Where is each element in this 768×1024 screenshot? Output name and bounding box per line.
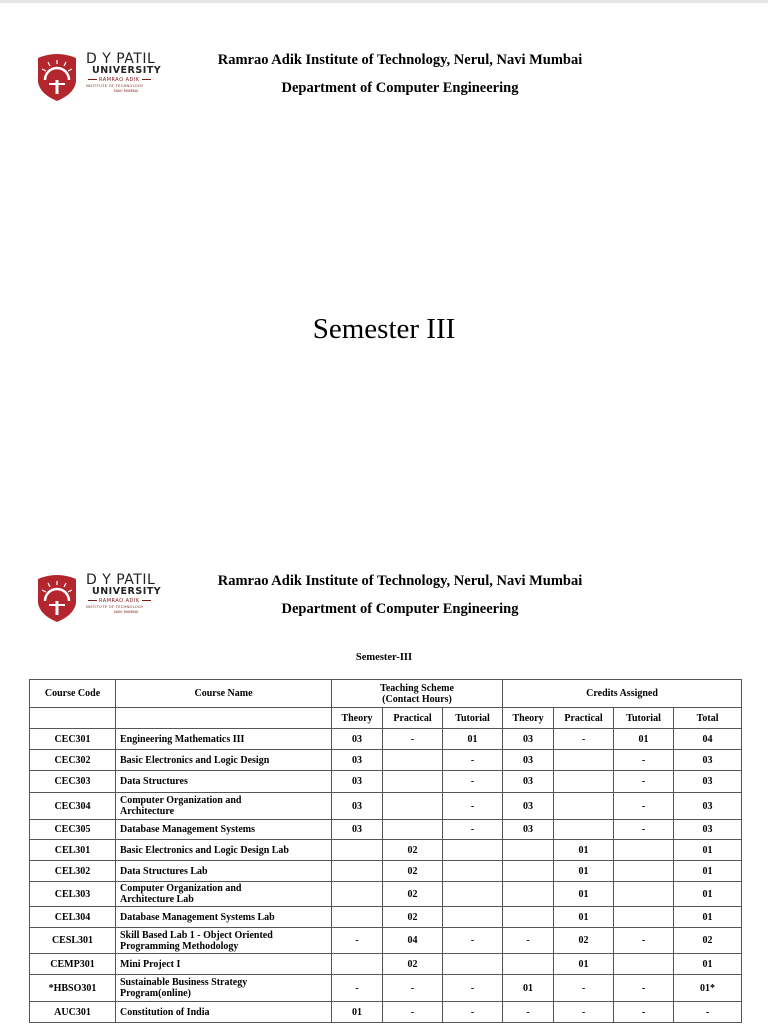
ca-practical-cell: [554, 793, 614, 820]
course-code-cell: CEC305: [30, 820, 116, 840]
ca-theory-cell: [503, 954, 554, 975]
total-cell: 03: [674, 771, 742, 793]
ca-tutorial-cell: [614, 907, 674, 928]
ts-tutorial-cell: [443, 840, 503, 861]
ts-theory-cell: [332, 954, 383, 975]
subheader-total: Total: [674, 708, 742, 729]
total-cell: 02: [674, 928, 742, 954]
subheader-ca-theory: Theory: [503, 708, 554, 729]
ts-practical-cell: 02: [383, 861, 443, 882]
ts-theory-cell: 03: [332, 729, 383, 750]
ts-theory-cell: -: [332, 928, 383, 954]
ts-theory-cell: 03: [332, 793, 383, 820]
subheader-ca-tutorial: Tutorial: [614, 708, 674, 729]
course-name-line: Skill Based Lab 1 - Object Oriented: [120, 929, 273, 941]
course-code-cell: CEL303: [30, 882, 116, 907]
ts-theory-cell: [332, 907, 383, 928]
ts-theory-cell: 03: [332, 771, 383, 793]
course-name-cell: [116, 771, 332, 793]
course-table: [29, 679, 742, 1023]
course-name-cell: [116, 975, 332, 1002]
course-name-line: Sustainable Business Strategy: [120, 977, 248, 988]
ca-theory-cell: 03: [503, 793, 554, 820]
course-name-cell: [116, 820, 332, 840]
course-name-line: Engineering Mathematics III: [120, 733, 245, 745]
table-row: [30, 771, 742, 793]
ca-practical-cell: -: [554, 729, 614, 750]
total-cell: 03: [674, 750, 742, 771]
subheader-ts-tutorial: Tutorial: [443, 708, 503, 729]
course-name-line: Basic Electronics and Logic Design Lab: [120, 844, 289, 856]
ca-practical-cell: 01: [554, 861, 614, 882]
ca-tutorial-cell: [614, 882, 674, 907]
logo-text-line4: INSTITUTE OF TECHNOLOGY: [86, 605, 144, 609]
ca-theory-cell: 03: [503, 771, 554, 793]
ca-tutorial-cell: [614, 840, 674, 861]
table-row: [30, 928, 742, 954]
header-teaching-scheme: Teaching Scheme (Contact Hours): [332, 680, 503, 708]
ca-tutorial-cell: -: [614, 975, 674, 1002]
course-code-cell: CEC304: [30, 793, 116, 820]
course-code-cell: CEC302: [30, 750, 116, 771]
logo-text-line2: UNIVERSITY: [92, 586, 162, 597]
ts-tutorial-cell: -: [443, 1002, 503, 1023]
subheader-ts-practical: Practical: [383, 708, 443, 729]
course-name-line: Basic Electronics and Logic Design: [120, 754, 270, 766]
course-name-line: Mini Project I: [120, 958, 181, 970]
ts-practical-cell: 02: [383, 882, 443, 907]
ts-tutorial-cell: [443, 882, 503, 907]
logo-text-line3: RAMRAO ADIK: [86, 598, 153, 604]
ts-practical-cell: -: [383, 1002, 443, 1023]
ts-practical-cell: [383, 793, 443, 820]
ca-theory-cell: [503, 840, 554, 861]
course-code-cell: *HBSO301: [30, 975, 116, 1002]
course-name-line: Architecture Lab: [120, 894, 194, 905]
ca-tutorial-cell: -: [614, 750, 674, 771]
logo-text-line5: NAVI MUMBAI: [114, 610, 139, 614]
total-cell: 03: [674, 820, 742, 840]
ts-practical-cell: 04: [383, 928, 443, 954]
ca-practical-cell: -: [554, 975, 614, 1002]
total-cell: -: [674, 1002, 742, 1023]
course-name-cell: [116, 928, 332, 954]
course-name-line: Constitution of India: [120, 1006, 210, 1018]
ts-practical-cell: [383, 771, 443, 793]
course-name-cell: [116, 861, 332, 882]
course-code-cell: AUC301: [30, 1002, 116, 1023]
total-cell: 04: [674, 729, 742, 750]
ca-practical-cell: [554, 771, 614, 793]
logo-text-line2: UNIVERSITY: [92, 65, 162, 76]
ts-practical-cell: -: [383, 729, 443, 750]
table-row: [30, 954, 742, 975]
total-cell: 01: [674, 861, 742, 882]
total-cell: 01*: [674, 975, 742, 1002]
ts-tutorial-cell: -: [443, 750, 503, 771]
institute-name: Ramrao Adik Institute of Technology, Nerul, Navi Mumbai: [217, 52, 583, 68]
ts-tutorial-cell: -: [443, 820, 503, 840]
course-name-line: Computer Organization and: [120, 883, 242, 894]
ts-theory-cell: 03: [332, 820, 383, 840]
course-code-cell: CEL301: [30, 840, 116, 861]
table-row: [30, 1002, 742, 1023]
ts-tutorial-cell: -: [443, 975, 503, 1002]
ca-tutorial-cell: -: [614, 771, 674, 793]
ts-theory-cell: [332, 882, 383, 907]
table-row: [30, 975, 742, 1002]
ca-tutorial-cell: 01: [614, 729, 674, 750]
ca-theory-cell: [503, 861, 554, 882]
ts-theory-cell: -: [332, 975, 383, 1002]
total-cell: 03: [674, 793, 742, 820]
ca-practical-cell: 02: [554, 928, 614, 954]
course-name-line: Architecture: [120, 806, 175, 817]
logo-text-line3: RAMRAO ADIK: [86, 77, 153, 83]
table-row: [30, 729, 742, 750]
course-name-line: Database Management Systems Lab: [120, 911, 275, 923]
course-code-cell: CEL302: [30, 861, 116, 882]
header-course-code: Course Code: [30, 680, 116, 708]
course-name-cell: [116, 840, 332, 861]
ts-theory-cell: 03: [332, 750, 383, 771]
course-code-cell: CEMP301: [30, 954, 116, 975]
logo-text-line1: D Y PATIL: [86, 51, 156, 67]
course-name-cell: [116, 793, 332, 820]
ca-practical-cell: 01: [554, 907, 614, 928]
ca-practical-cell: [554, 750, 614, 771]
ts-practical-cell: -: [383, 975, 443, 1002]
ca-theory-cell: [503, 907, 554, 928]
course-name-line: Data Structures Lab: [120, 865, 208, 877]
course-name-cell: [116, 882, 332, 907]
course-name-cell: [116, 1002, 332, 1023]
table-row: [30, 820, 742, 840]
total-cell: 01: [674, 882, 742, 907]
course-code-cell: CEC303: [30, 771, 116, 793]
ts-tutorial-cell: 01: [443, 729, 503, 750]
logo-text-line4: INSTITUTE OF TECHNOLOGY: [86, 84, 144, 88]
ca-practical-cell: 01: [554, 840, 614, 861]
ts-practical-cell: 02: [383, 907, 443, 928]
ca-theory-cell: -: [503, 1002, 554, 1023]
ts-practical-cell: 02: [383, 954, 443, 975]
ts-tutorial-cell: [443, 954, 503, 975]
institute-name: Ramrao Adik Institute of Technology, Nerul, Navi Mumbai: [217, 573, 583, 589]
ca-theory-cell: 03: [503, 820, 554, 840]
ca-theory-cell: 03: [503, 729, 554, 750]
ts-tutorial-cell: [443, 907, 503, 928]
ts-tutorial-cell: -: [443, 928, 503, 954]
subheader-ts-theory: Theory: [332, 708, 383, 729]
page-header-1: [0, 52, 768, 112]
course-name-cell: [116, 907, 332, 928]
course-name-cell: [116, 750, 332, 771]
table-row: [30, 793, 742, 820]
ts-theory-cell: 01: [332, 1002, 383, 1023]
ca-practical-cell: 01: [554, 954, 614, 975]
ca-tutorial-cell: -: [614, 1002, 674, 1023]
department-name: Department of Computer Engineering: [281, 601, 519, 617]
header-blank: [116, 708, 332, 729]
table-row: [30, 750, 742, 771]
ca-theory-cell: [503, 882, 554, 907]
ts-tutorial-cell: -: [443, 771, 503, 793]
semester-subtitle: Semester-III: [355, 652, 413, 663]
table-row: [30, 907, 742, 928]
total-cell: 01: [674, 954, 742, 975]
semester-title: Semester III: [312, 313, 456, 345]
ts-tutorial-cell: [443, 861, 503, 882]
ts-theory-cell: [332, 861, 383, 882]
course-name-cell: [116, 954, 332, 975]
ca-theory-cell: -: [503, 928, 554, 954]
ts-practical-cell: 02: [383, 840, 443, 861]
ts-practical-cell: [383, 750, 443, 771]
logo-text-line5: NAVI MUMBAI: [114, 89, 139, 93]
logo-text-line1: D Y PATIL: [86, 572, 156, 588]
total-cell: 01: [674, 907, 742, 928]
subheader-ca-practical: Practical: [554, 708, 614, 729]
total-cell: 01: [674, 840, 742, 861]
page-top-edge: [0, 0, 768, 3]
ca-tutorial-cell: -: [614, 928, 674, 954]
course-table-body: [30, 729, 742, 1023]
ca-theory-cell: 01: [503, 975, 554, 1002]
table-row: [30, 861, 742, 882]
ca-tutorial-cell: [614, 954, 674, 975]
department-name: Department of Computer Engineering: [281, 80, 519, 96]
page-header-2: [0, 573, 768, 633]
header-course-name: Course Name: [116, 680, 332, 708]
table-row: [30, 882, 742, 907]
ca-tutorial-cell: [614, 861, 674, 882]
ca-theory-cell: 03: [503, 750, 554, 771]
course-name-line: Database Management Systems: [120, 824, 255, 835]
ca-tutorial-cell: -: [614, 793, 674, 820]
course-name-line: Programming Methodology: [120, 940, 239, 952]
header-credits-assigned: Credits Assigned: [503, 680, 742, 708]
ca-tutorial-cell: -: [614, 820, 674, 840]
course-name-cell: [116, 729, 332, 750]
ca-practical-cell: [554, 820, 614, 840]
course-code-cell: CESL301: [30, 928, 116, 954]
course-name-line: Data Structures: [120, 776, 188, 787]
ts-practical-cell: [383, 820, 443, 840]
course-name-line: Computer Organization and: [120, 795, 242, 806]
ts-theory-cell: [332, 840, 383, 861]
header-blank: [30, 708, 116, 729]
course-code-cell: CEC301: [30, 729, 116, 750]
ca-practical-cell: 01: [554, 882, 614, 907]
course-code-cell: CEL304: [30, 907, 116, 928]
ca-practical-cell: -: [554, 1002, 614, 1023]
table-row: [30, 840, 742, 861]
course-name-line: Program(online): [120, 988, 191, 999]
ts-tutorial-cell: -: [443, 793, 503, 820]
